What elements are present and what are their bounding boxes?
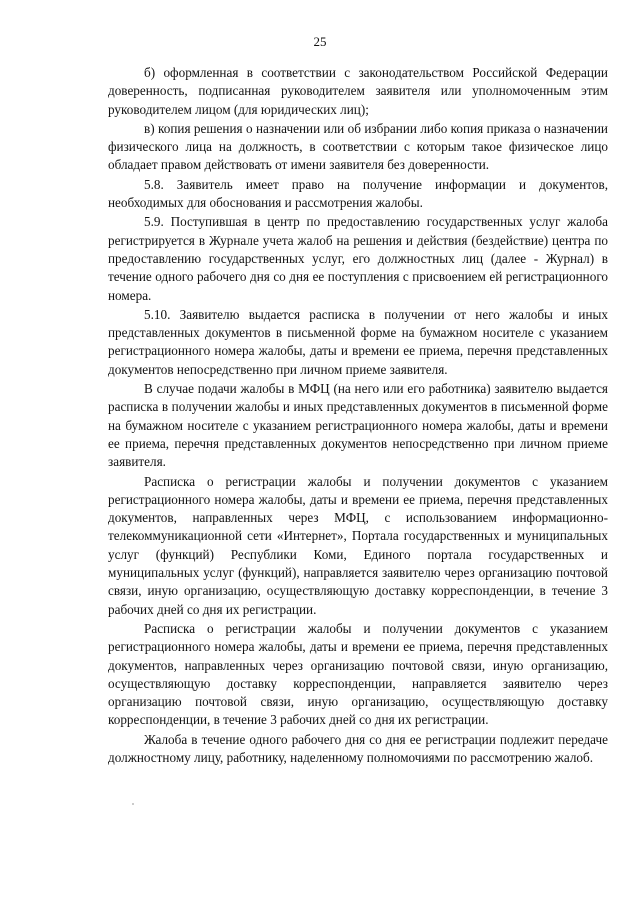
paragraph-b-power-of-attorney: б) оформленная в соответствии с законодательством Российской Федерации доверенность, подписанная руководителем заявителя или уполномоченным этим руководителем лицом (для юридических лиц); (108, 65, 608, 117)
scan-artifact-dot (132, 803, 134, 805)
paragraph-complaint-transfer: Жалоба в течение одного рабочего дня со дня ее регистрации подлежит передаче должностному лицу, работнику, наделенному полномочиями по рассмотрению жалоб. (108, 731, 608, 765)
paragraph-5-8: 5.8. Заявитель имеет право на получение информации и документов, необходимых для обоснования и рассмотрения жалобы. (108, 176, 608, 211)
paragraph-receipt-via-mfc: Расписка о регистрации жалобы и получении документов с указанием регистрационного номера жалобы, даты и времени ее приема, перечня представленных документов, направленных через МФЦ, с использованием информационно-телекоммуникационной сети «Интернет», Портала государственных и муниципальных услуг (функций) Республики Коми, Единого портала государственных и муниципальных услуг (функций), направляется заявителю через организацию почтовой связи, иную организацию, осуществляющую доставку корреспонденции, в течение 3 рабочих дней со дня их регистрации. (108, 473, 608, 617)
page-number: 25 (313, 34, 327, 49)
paragraph-receipt-via-post: Расписка о регистрации жалобы и получении документов с указанием регистрационного номера жалобы, даты и времени ее приема, перечня представленных документов, направленных через организацию почтовой связи, иную организацию, осуществляющую доставку корреспонденции, направляется заявителю через организацию почтовой связи, иную организацию, осуществляющую доставку корреспонденции, в течение 3 рабочих дней со дня их регистрации. (108, 620, 608, 728)
paragraph-5-9: 5.9. Поступившая в центр по предоставлению государственных услуг жалоба регистрируется в Журнале учета жалоб на решения и действия (бездействие) центра по предоставлению государственных услуг, его должностных лиц (далее - Журнал) в течение одного рабочего дня со дня ее поступления с присвоением ей регистрационного номера. (108, 214, 608, 303)
paragraph-v-appointment-decision: в) копия решения о назначении или об избрании либо копия приказа о назначении физического лица на должность, в соответствии с которым такое физическое лицо обладает правом действовать от имени заявителя без доверенности. (108, 120, 608, 173)
document-body (108, 64, 608, 768)
paragraph-5-10: 5.10. Заявителю выдается расписка в получении от него жалобы и иных представленных документов в письменной форме на бумажном носителе с указанием регистрационного номера жалобы, даты и времени ее приема, перечня представленных документов непосредственно при личном приеме заявителя. (108, 306, 608, 377)
paragraph-mfc-receipt: В случае подачи жалобы в МФЦ (на него или его работника) заявителю выдается расписка в получении жалобы и иных представленных документов в письменной форме на бумажном носителе с указанием регистрационного номера жалобы, даты и времени ее приема, перечня представленных документов непосредственно при личном приеме заявителя. (108, 381, 608, 470)
